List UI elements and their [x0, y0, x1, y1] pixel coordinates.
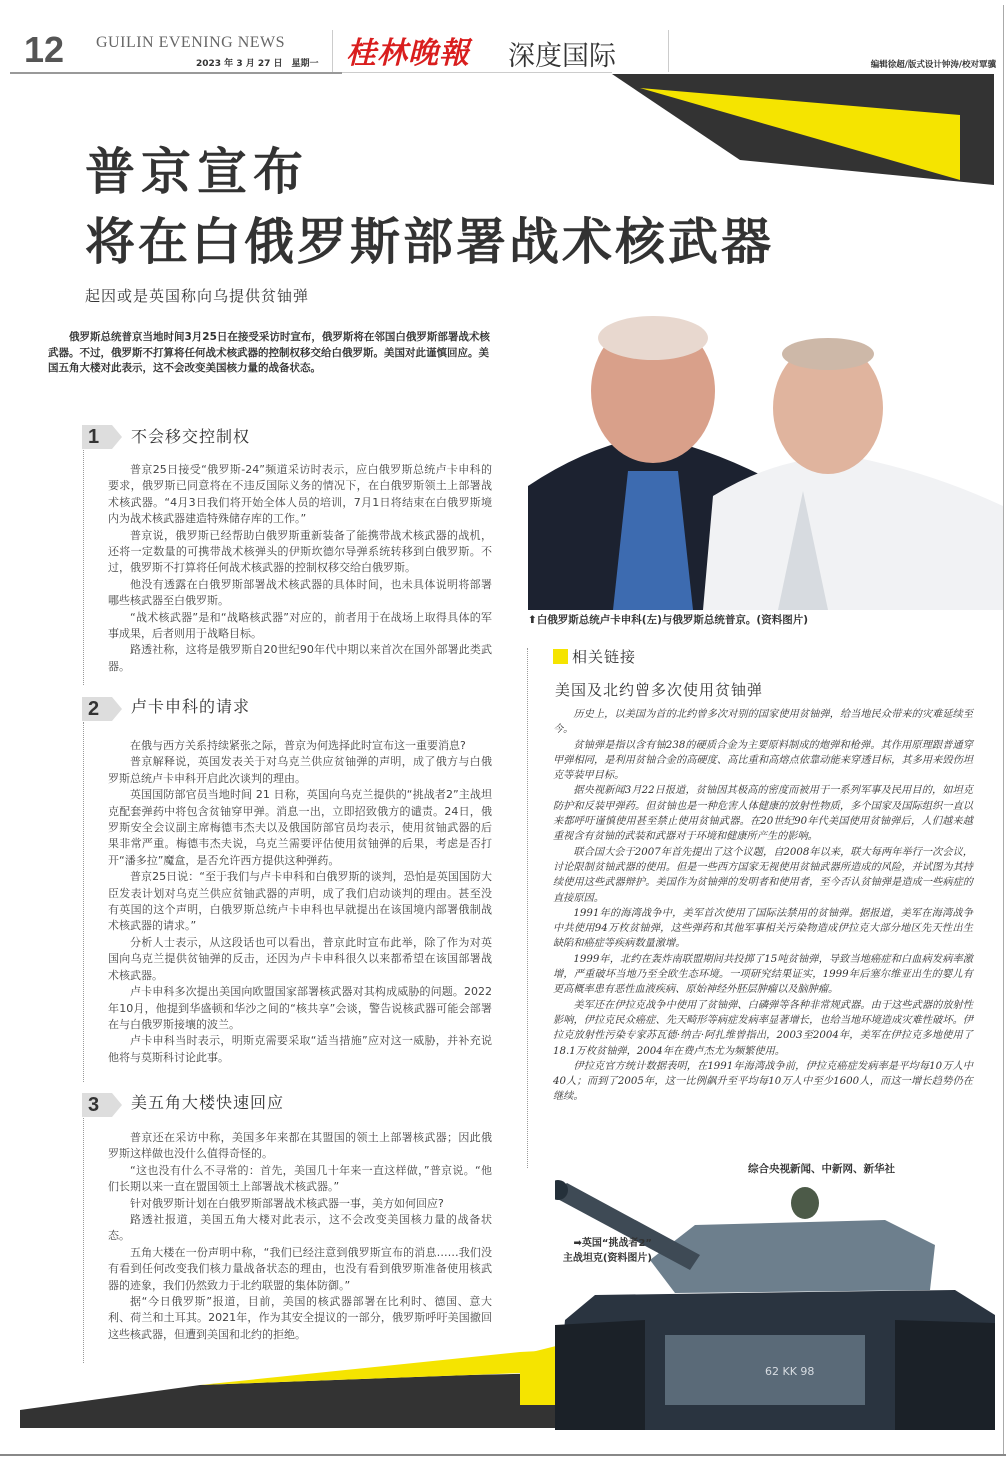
yellow-square-icon	[553, 649, 568, 664]
dotted-rule	[83, 450, 84, 685]
paragraph: 路透社报道，美国五角大楼对此表示，这不会改变美国核力量的战备状态。	[108, 1213, 492, 1243]
related-body	[553, 707, 973, 1105]
arrow-up-icon: ⬆	[528, 614, 537, 626]
photo-leaders-image	[528, 296, 1003, 610]
paragraph: 普京还在采访中称，美国多年来都在其盟国的领土上部署核武器；因此俄罗斯这样做也没什么值得奇怪的。	[108, 1131, 492, 1161]
newspaper-logo: 桂林晚報	[346, 36, 470, 71]
related-link-label	[553, 646, 636, 667]
paragraph: 他没有透露在白俄罗斯部署战术核武器的具体时间，也未具体说明将部署哪些核武器至白俄罗斯。	[108, 577, 492, 608]
section-title: 美五角大楼快速回应	[131, 1093, 285, 1112]
paragraph: 卢卡申科当时表示，明斯克需要采取“适当措施”应对这一威胁，并补充说他将与莫斯科讨论此事。	[108, 1034, 492, 1064]
divider	[668, 30, 669, 72]
dotted-rule	[83, 1118, 84, 1363]
section-number: 3	[88, 1094, 100, 1116]
paragraph: 五角大楼在一份声明中称，“我们已经注意到俄罗斯宣布的消息……我们没有看到任何改变我们核力量战备状态的理由，也没有看到俄罗斯准备使用核武器的迹象，我们仍然致力于北约联盟的集体防御。”	[108, 1245, 492, 1292]
paragraph: 联合国大会于2007年首先提出了这个议题，自2008年以来，联大每两年举行一次会议，讨论限制贫铀武器的使用。但是一些西方国家无视使用贫铀武器所造成的风险，并试图为其持续使用这些武器辩护。美国作为贫铀弹的发明者和使用者，至今否认贫铀弹是造成一些病症的直接原因。	[553, 846, 973, 904]
issue-date: 2023 年 3 月 27 日 星期一	[196, 59, 319, 69]
lead-paragraph: 俄罗斯总统普京当地时间3月25日在接受采访时宣布，俄罗斯将在邻国白俄罗斯部署战术核武器。不过，俄罗斯不打算将任何战术核武器的控制权移交给白俄罗斯。美国对此谨慎回应。美国五角大楼对此表示，这不会改变美国核力量的战备状态。	[48, 331, 490, 374]
tank-plate: 62 KK 98	[765, 1365, 815, 1378]
page-number: 12	[24, 29, 65, 70]
page-border-right	[1003, 5, 1004, 1455]
paragraph: 普京解释说，英国发表关于对乌克兰供应贫铀弹的声明，成了俄方与白俄罗斯总统卢卡申科开启此次谈判的理由。	[108, 755, 492, 785]
headline-line1: 普京宣布	[85, 143, 309, 201]
caption-text: 白俄罗斯总统卢卡申科(左)与俄罗斯总统普京。(资料图片)	[536, 614, 809, 626]
photo-tank	[555, 1175, 995, 1430]
paragraph: 1999年，北约在轰炸南联盟期间共投掷了15吨贫铀弹，导致当地癌症和白血病发病率激增，严重破坏当地乃至全欧生态环境。一项研究结果证实，1999年后塞尔维亚出生的婴儿有更高概率患有恶性血液疾病、原始神经外胚层肿瘤以及脑肿瘤。	[553, 953, 973, 996]
paragraph: 据央视新闻3月22日报道，贫铀因其极高的密度而被用于一系列军事及民用目的，如坦克防护和反装甲弹药。但贫铀也是一种危害人体健康的放射性物质，多个国家及国际组织一直以来都呼吁谨慎使用甚至禁止使用贫铀武器。在20世纪90年代美国使用贫铀弹后，人们越来越重视含有贫铀的武装和武器对于环境和健康所产生的影响。	[553, 785, 973, 843]
section-number: 1	[88, 426, 100, 448]
section-body	[108, 1130, 492, 1343]
section-arrow-icon	[112, 697, 122, 721]
paper-name-en: GUILIN EVENING NEWS	[96, 34, 286, 51]
related-title: 美国及北约曾多次使用贫铀弹	[555, 681, 764, 699]
paragraph: 1991年的海湾战争中，美军首次使用了国际法禁用的贫铀弹。据报道，美军在海湾战争中共使用94万枚贫铀弹，这些弹药和其他军事相关污染物造成伊拉克大部分地区先天性出生缺陷和癌症等疾病数量激增。	[553, 907, 973, 950]
paragraph: “这也没有什么不寻常的：首先，美国几十年来一直这样做，”普京说。“他们长期以来一直在盟国领土上部署战术核武器。”	[108, 1163, 492, 1194]
figure-left-hair	[598, 316, 708, 360]
source-credit: 综合央视新闻、中新网、新华社	[748, 1163, 895, 1175]
dotted-rule	[527, 648, 528, 1168]
photo-caption-tank	[540, 1236, 652, 1266]
section-title: 不会移交控制权	[131, 427, 251, 446]
tank-commander	[791, 1187, 819, 1219]
photo-leaders	[528, 296, 1003, 610]
photo-caption-leaders	[528, 612, 808, 627]
paragraph: 伊拉克官方统计数据表明，在1991年海湾战争前，伊拉克癌症发病率是平均每10万人中40人；而到了2005年，这一比例飙升至平均每10万人中至少1600人，而这一增长趋势仍在继续。	[553, 1060, 973, 1103]
paragraph: 普京25日说：“至于我们与卢卡申科和白俄罗斯的谈判，恐怕是英国国防大臣发表计划对乌克兰供应贫铀武器的声明，成了我们启动谈判的理由。甚至没有英国的这个声明，白俄罗斯总统卢卡申科也早就提出在该国境内部署俄制战术核武器的请求。”	[108, 870, 492, 933]
section-name: 深度国际	[508, 41, 616, 72]
section-body	[108, 462, 492, 675]
paragraph: 贫铀弹是指以含有铀238的硬质合金为主要原料制成的炮弹和枪弹。其作用原理跟普通穿甲弹相同，是利用贫铀合金的高硬度、高比重和高熔点依靠动能来穿透目标，其多用来毁伤坦克等装甲目标。	[553, 739, 973, 782]
figure-right-hair	[782, 338, 874, 370]
tank-track-right	[895, 1320, 995, 1430]
paragraph: 针对俄罗斯计划在白俄罗斯部署战术核武器一事，美方如何回应?	[130, 1196, 444, 1210]
masthead-rule	[10, 72, 342, 74]
arrow-right-icon: ➡	[573, 1238, 582, 1249]
paragraph: 美军还在伊拉克战争中使用了贫铀弹、白磷弹等各种非常规武器。由于这些武器的放射性影响，伊拉克民众癌症、先天畸形等病症发病率显著增长，也给当地环境造成灾难性破坏。伊拉克放射性污染专家苏瓦德·纳吉·阿扎维曾指出，2003至2004年，美军在伊拉克多地使用了18.1万枚贫铀弹，2004年在费卢杰尤为频繁使用。	[553, 999, 973, 1057]
paragraph: 英国国防部官员当地时间 21 日称，英国向乌克兰提供的“挑战者2”主战坦克配套弹药中将包含贫铀穿甲弹。消息一出，立即招致俄方的谴责。24日，俄罗斯安全会议副主席梅德韦杰夫以及俄国防部官员均表示，使用贫铀武器的后果非常严重。梅德韦杰夫说，乌克兰需要评估使用贫铀弹的后果，考虑是否打开“潘多拉”魔盒，是否允许西方提供这种弹药。	[108, 788, 492, 867]
related-label-text: 相关链接	[572, 648, 637, 666]
paragraph: 普京25日接受“俄罗斯-24”频道采访时表示，应白俄罗斯总统卢卡申科的要求，俄罗斯已同意将在不违反国际义务的情况下，在白俄罗斯领土上部署战术核武器。“4月3日我们将开始全体人员的培训，7月1日将结束在白俄罗斯境内为战术核武器建造特殊储存库的工作。”	[108, 463, 492, 526]
paragraph: 路透社称，这将是俄罗斯自20世纪90年代中期以来首次在国外部署此类武器。	[108, 643, 492, 673]
section-title: 卢卡申科的请求	[131, 697, 251, 716]
masthead-rule	[342, 72, 612, 73]
section-arrow-icon	[112, 425, 122, 449]
headline-line2: 将在白俄罗斯部署战术核武器	[85, 213, 774, 271]
tank-track-left	[555, 1320, 645, 1430]
section-body	[108, 738, 492, 1066]
editor-credits: 编辑徐超/版式设计钟涛/校对覃骥	[870, 60, 996, 70]
caption-line: 主战坦克(资料图片)	[562, 1253, 652, 1264]
banner-bottom-yellow-left	[520, 1345, 560, 1405]
paragraph: 据“今日俄罗斯”报道，目前，美国的核武器部署在比利时、德国、意大利、荷兰和土耳其。2021年，作为其安全提议的一部分，俄罗斯呼吁美国撤回这些核武器，但遭到美国和北约的拒绝。	[108, 1295, 492, 1341]
paragraph: “战术核武器”是和“战略核武器”对应的，前者用于在战场上取得具体的军事成果，后者则用于战略目标。	[108, 610, 492, 641]
caption-text: 英国“挑战者2”	[581, 1238, 652, 1249]
paragraph: 分析人士表示，从这段话也可以看出，普京此时宣布此举，除了作为对英国向乌克兰提供贫铀弹的反击，还因为卢卡申科很久以来都希望在该国部署战术核武器。	[108, 935, 492, 982]
section-number: 2	[88, 698, 100, 720]
page-border-bottom	[0, 1454, 1006, 1456]
paragraph: 普京说，俄罗斯已经帮助白俄罗斯重新装备了能携带战术核武器的战机，还将一定数量的可携带战术核弹头的伊斯坎德尔导弹系统转移到白俄罗斯。不过，俄罗斯不打算将任何战术核武器的控制权移交给白俄罗斯。	[108, 528, 492, 575]
paragraph: 卢卡申科多次提出美国向欧盟国家部署核武器对其构成威胁的问题。2022年10月，他提到华盛顿和华沙之间的“核共享”会谈，警告说核武器可能会部署在与白俄罗斯接壤的波兰。	[108, 985, 492, 1031]
divider	[332, 30, 333, 72]
caption-line	[540, 1236, 652, 1251]
dotted-rule	[83, 722, 84, 1082]
paragraph: 在俄与西方关系持续紧张之际，普京为何选择此时宣布这一重要消息?	[130, 739, 466, 752]
paragraph: 历史上，以美国为首的北约曾多次对别的国家使用贫铀弹，给当地民众带来的灾难延续至今。	[553, 709, 973, 736]
section-arrow-icon	[112, 1093, 122, 1117]
subheadline: 起因或是英国称向乌提供贫铀弹	[85, 287, 310, 305]
